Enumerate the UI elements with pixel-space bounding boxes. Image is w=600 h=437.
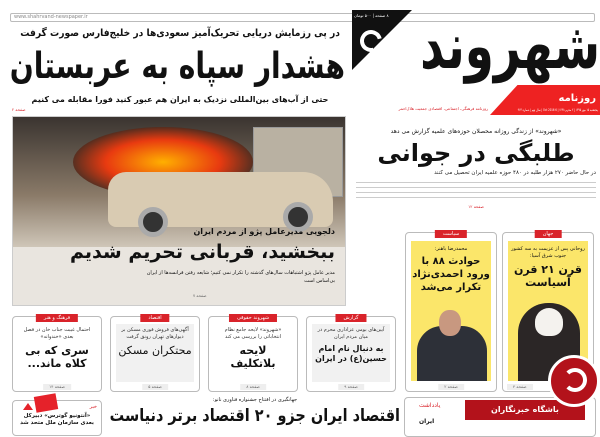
box-page: صفحه ۵ bbox=[142, 384, 168, 390]
watermark-text: باشگاه خبرنگاران bbox=[465, 400, 585, 420]
box-headline: سری که بی کلاه ماند... bbox=[25, 344, 89, 370]
photo-kicker: دلجویی مدیرعامل پژو از مردم ایران bbox=[193, 227, 335, 236]
watermark-logo-icon bbox=[548, 355, 600, 407]
portrait-turban bbox=[535, 308, 563, 336]
photo-headline[interactable]: ببخشید، قربانی تحریم شدیم bbox=[70, 241, 335, 263]
lead-kicker: در پی رزمایش دریایی تحریک‌آمیز سعودی‌ها در خلیج‌فارس صورت گرفت bbox=[20, 28, 341, 39]
box-page: صفحه ۸ bbox=[240, 384, 266, 390]
date: پنجشنبه ۱۵ مهر ۱۳۹۵ | ۲ محرم ۱۴۳۸ | 6 Oct 2016 | سال نهم | شماره ۹۶۳ bbox=[517, 108, 598, 112]
box-kicker: روحانی پس از عزیمت به سه کشور جنوب شرق آسیا: bbox=[511, 246, 585, 259]
section-tag: جهان bbox=[535, 230, 562, 238]
masthead bbox=[352, 10, 600, 115]
small-box-economy[interactable] bbox=[110, 316, 200, 392]
box-kicker: احتمال غیبت جناب خان در فصل بعدی «خندوانه» bbox=[23, 327, 91, 340]
small-box-legal[interactable] bbox=[208, 316, 298, 392]
right-kicker: «شهروند» از زندگی روزانه محصلان حوزه‌های علمیه گزارش می دهد bbox=[390, 128, 562, 135]
box-page: صفحه ۹ bbox=[338, 384, 364, 390]
box-headline: حوادث ۸۸ با ورود احمدی‌نژاد تکرار می‌شد bbox=[412, 256, 490, 293]
yellow-box-politics[interactable] bbox=[405, 232, 497, 392]
watermark bbox=[465, 380, 600, 430]
photo-page: صفحه ۷ bbox=[193, 293, 207, 298]
box-page: صفحه ۴ bbox=[507, 384, 533, 390]
news-box[interactable] bbox=[12, 400, 102, 436]
note-tag: یادداشت bbox=[419, 402, 441, 409]
box-kicker: آگهی‌های فروش فوری مسکن بر دیوارهای تهران رونق گرفت bbox=[121, 327, 189, 340]
right-body bbox=[356, 180, 596, 202]
site-url: www.shahrvand-newspaper.ir bbox=[10, 13, 595, 22]
lead-page: صفحه ۲ bbox=[12, 107, 26, 112]
right-story[interactable] bbox=[356, 128, 596, 210]
right-page: صفحه ۱۲ bbox=[468, 204, 484, 209]
box-kicker: محمدرضا باهنر: bbox=[434, 246, 468, 252]
photo-body: مدیر عامل پژو اشتباهات سال‌های گذشته را تکرار نمی کنیم؛ شایعه رفتن فرانسه‌ها از ایران بی‌اساس است bbox=[146, 270, 335, 284]
section-tag: اقتصاد bbox=[140, 314, 169, 322]
note-text: ایران bbox=[419, 418, 435, 425]
portrait-face bbox=[439, 310, 461, 336]
lead-sub: حتی از آب‌های بین‌المللی نزدیک به ایران هم عبور کنید فورا مقابله می کنیم bbox=[31, 95, 329, 104]
box-headline: محتکران مسکن bbox=[118, 344, 192, 357]
box-kicker: «شهروند» لایحه جامع نظام انتخاباتی را بررسی می کند bbox=[224, 327, 282, 340]
section-tag: شهروند حقوقی bbox=[229, 314, 277, 322]
section-tag: گزارش bbox=[335, 314, 366, 322]
box-headline: لایحه بلاتکلیف bbox=[230, 344, 276, 370]
box-page: صفحه ۱۴ bbox=[43, 384, 71, 390]
news-text: «آنتونیو گوترس» دبیرکل بعدی سازمان ملل متحد شد bbox=[20, 413, 94, 426]
red-graphic bbox=[34, 393, 58, 413]
right-headline[interactable]: طلبگی در جوانی bbox=[377, 139, 575, 167]
photo-story[interactable] bbox=[12, 116, 346, 306]
news-tag: خبر bbox=[89, 404, 97, 410]
right-sub: در حال حاضر ۲۷۰ هزار طلبه در ۴۸۰ حوزه علمیه ایران تحصیل می کنند bbox=[434, 170, 596, 176]
small-box-report[interactable] bbox=[306, 316, 396, 392]
bottom-headline[interactable]: اقتصاد ایران جزو ۲۰ اقتصاد برتر دنیاست bbox=[109, 406, 400, 426]
box-kicker: آیین‌های بومی عزاداری محرم در میان مردم ایران bbox=[317, 327, 385, 340]
section-tag: فرهنگ و هنر bbox=[36, 314, 78, 322]
small-box-culture[interactable] bbox=[12, 316, 102, 392]
box-headline: قرن ۲۱ قرن آسیاست bbox=[514, 263, 582, 289]
car-wheel bbox=[138, 207, 168, 237]
tagline: روزنامه فرهنگی، اجتماعی، اقتصادی جمعیت هلال‌احمر bbox=[398, 106, 488, 111]
box-page: صفحه ۲ bbox=[438, 384, 464, 390]
section-tag: سیاست bbox=[435, 230, 467, 238]
logo: شهروند bbox=[420, 10, 600, 84]
masthead-label: روزنامه bbox=[558, 93, 596, 104]
triangle-icon bbox=[23, 403, 33, 410]
box-headline: به دنبال نام امام حسین(ع) در ایران bbox=[315, 344, 387, 363]
price: ۸ صفحه | ۵۰۰ تومان bbox=[354, 13, 389, 18]
lead-headline[interactable]: هشدار سپاه به عربستان bbox=[9, 46, 346, 87]
watermark-logo-glyph bbox=[563, 368, 587, 392]
bottom-kicker: جهانگیری در افتتاح جشنواره فناوری نانو: bbox=[212, 397, 298, 403]
